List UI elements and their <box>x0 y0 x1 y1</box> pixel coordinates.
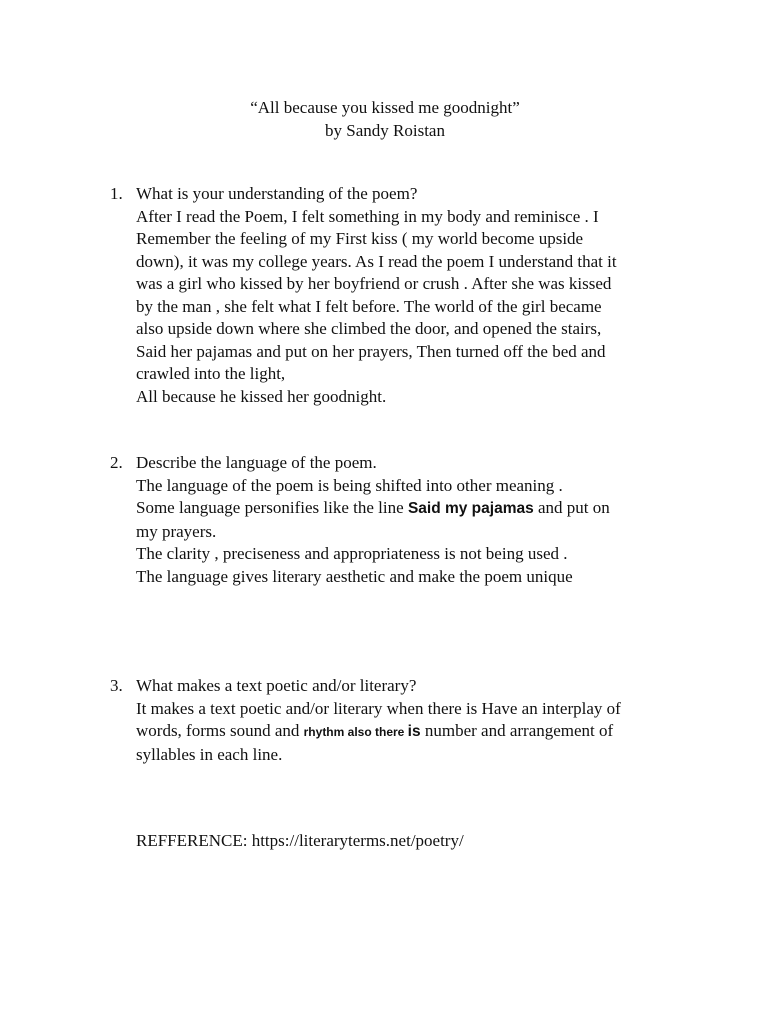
answer-line <box>136 720 690 744</box>
answer-line <box>136 497 690 521</box>
answer-line: It makes a text poetic and/or literary when there is Have an interplay of <box>136 698 621 718</box>
answer-text: words, forms sound and <box>136 721 304 740</box>
question-2 <box>110 452 690 588</box>
question-number: 2. <box>110 453 123 472</box>
quoted-poem-line: Said my pajamas <box>407 500 534 517</box>
answer-line: After I read the Poem, I felt something in my body and reminisce . I <box>136 206 599 226</box>
question-number: 1. <box>110 184 123 203</box>
answer-line: my prayers. <box>136 521 217 541</box>
answer-line: crawled into the light, <box>136 364 286 383</box>
answer-line: Said her pajamas and put on her prayers, Then turned off the bed and <box>136 341 606 361</box>
answer-line: Remember the feeling of my First kiss ( my world become upside <box>136 229 584 248</box>
question-body <box>136 452 690 588</box>
answer-line: down), it was my college years. As I read the poem I understand that it <box>136 251 617 271</box>
emphasized-text: is <box>407 723 421 740</box>
answer-line: All because he kissed her goodnight. <box>136 386 387 406</box>
answer-line: The language gives literary aesthetic and make the poem unique <box>136 566 573 586</box>
poem-author-byline: by Sandy Roistan <box>325 121 445 140</box>
question-3 <box>110 675 690 766</box>
answer-line: was a girl who kissed by her boyfriend or crush . After she was kissed <box>136 274 612 293</box>
question-text: Describe the language of the poem. <box>136 453 377 472</box>
question-text: What makes a text poetic and/or literary? <box>136 676 417 695</box>
reference-line: REFFERENCE: https://literaryterms.net/poetry/ <box>136 831 464 850</box>
question-body <box>136 183 690 408</box>
answer-text: Some language personifies like the line <box>136 498 408 517</box>
answer-line: syllables in each line. <box>136 744 283 764</box>
poem-title: “All because you kissed me goodnight” <box>250 98 520 117</box>
question-text: What is your understanding of the poem? <box>136 184 418 203</box>
answer-line: The clarity , preciseness and appropriateness is not being used . <box>136 544 568 563</box>
answer-text: number and arrangement of <box>420 721 614 740</box>
question-body <box>136 675 690 766</box>
emphasized-text: rhythm also there <box>303 725 408 739</box>
question-1 <box>110 183 690 408</box>
title-block <box>0 96 768 142</box>
answer-line: also upside down where she climbed the door, and opened the stairs, <box>136 319 602 338</box>
answer-text: and put on <box>533 498 610 517</box>
answer-line: by the man , she felt what I felt before. The world of the girl became <box>136 296 602 316</box>
question-number: 3. <box>110 676 123 695</box>
answer-line: The language of the poem is being shifted into other meaning . <box>136 475 563 495</box>
